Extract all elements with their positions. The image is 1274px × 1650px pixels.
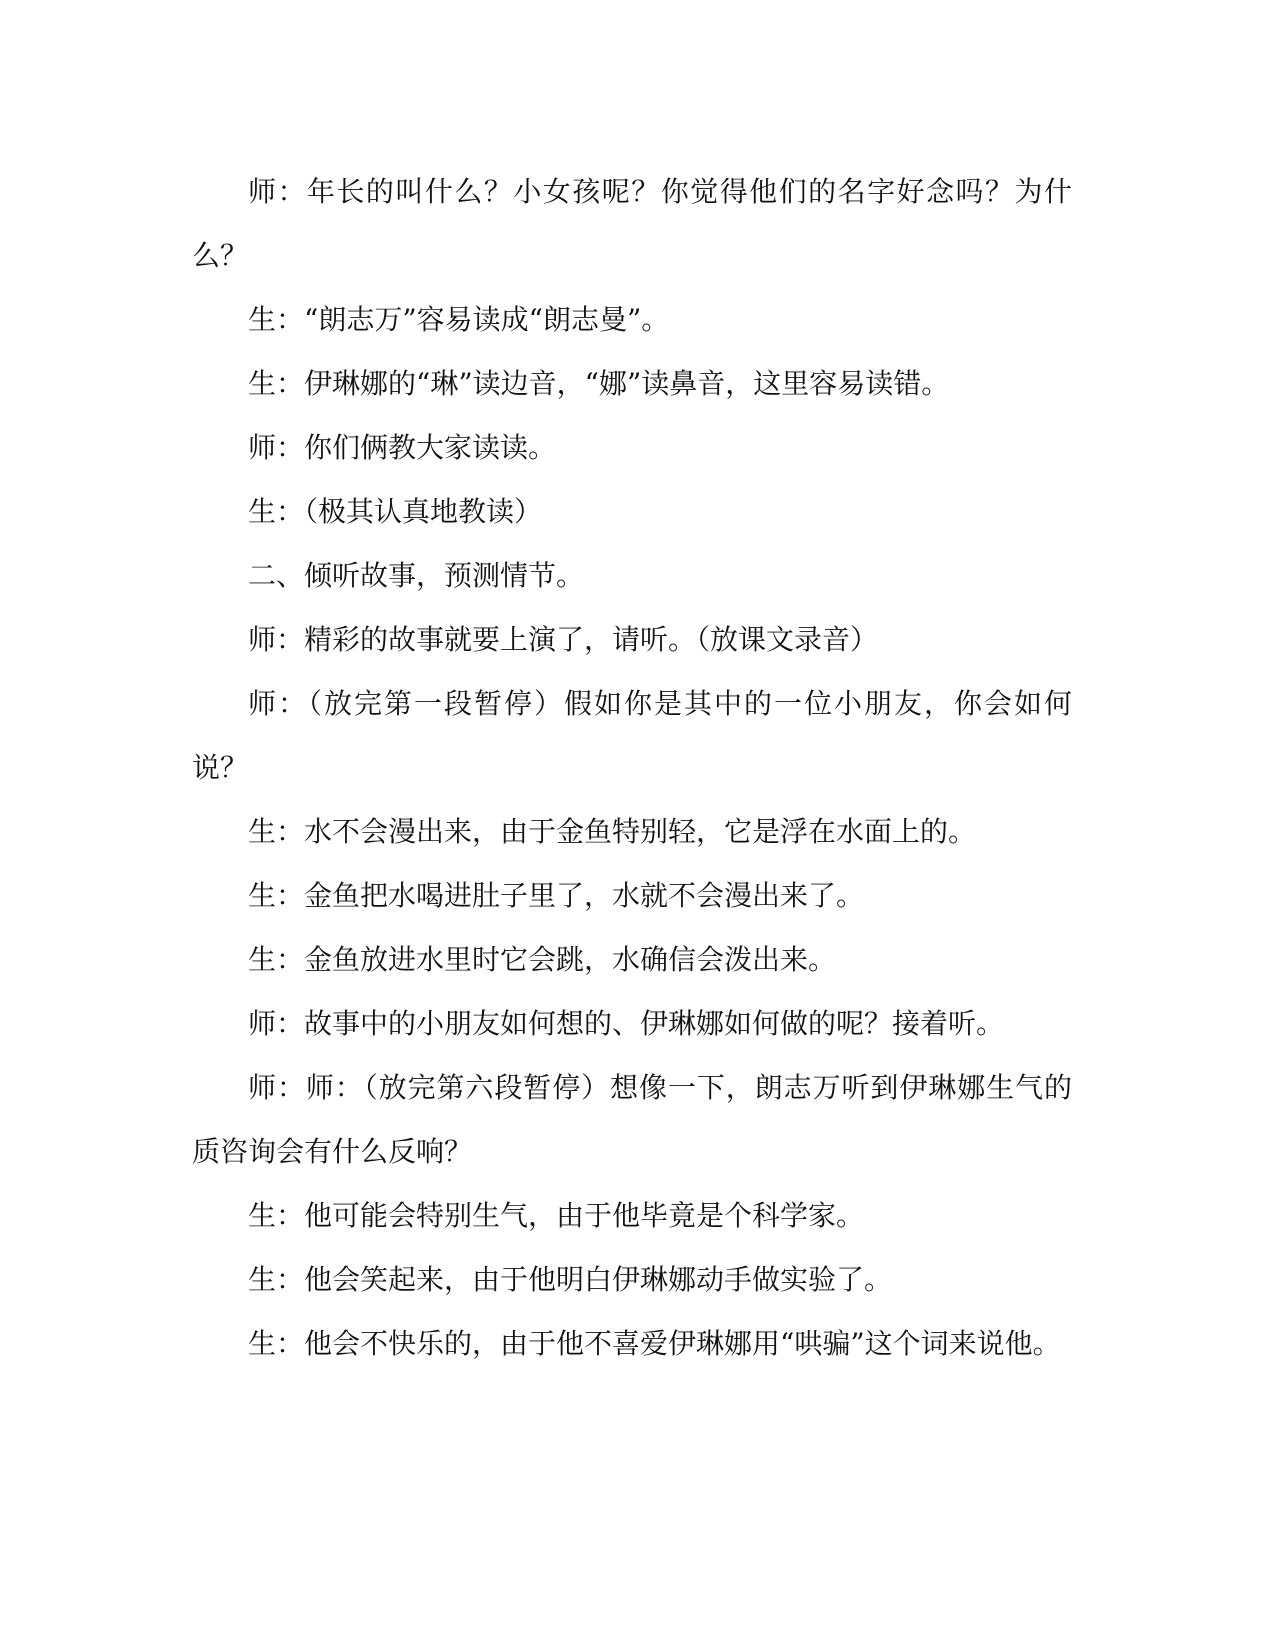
paragraph-teacher-pause-sixth: 师：师：（放完第六段暂停）想像一下，朗志万听到伊琳娜生气的质咨询会有什么反响？ <box>192 1071 1072 1168</box>
paragraph-student-fish-jump: 生：金鱼放进水里时它会跳，水确信会泼出来。 <box>248 943 837 976</box>
paragraph-student-langzhiwan: 生：“朗志万”容易读成“朗志曼”。 <box>248 303 670 336</box>
document-body <box>192 160 1072 1376</box>
paragraph-student-teaching: 生：（极其认真地教读） <box>248 495 543 528</box>
paragraph-teacher-question-names: 师：年长的叫什么？小女孩呢？你觉得他们的名字好念吗？为什么？ <box>192 175 1072 272</box>
paragraph-student-angry: 生：他可能会特别生气，由于他毕竟是个科学家。 <box>248 1199 865 1232</box>
paragraph-student-unhappy: 生：他会不快乐的，由于他不喜爱伊琳娜用“哄骗”这个词来说他。 <box>248 1327 1061 1360</box>
paragraph-student-yilinna: 生：伊琳娜的“琳”读边音，“娜”读鼻音，这里容易读错。 <box>248 367 950 400</box>
section-heading-listen-predict: 二、倾听故事，预测情节。 <box>248 559 585 592</box>
paragraph-teacher-continue: 师：故事中的小朋友如何想的、伊琳娜如何做的呢？接着听。 <box>248 1007 1005 1040</box>
paragraph-student-fish-light: 生：水不会漫出来，由于金鱼特别轻，它是浮在水面上的。 <box>248 815 977 848</box>
paragraph-teacher-pause-first: 师：（放完第一段暂停）假如你是其中的一位小朋友，你会如何说？ <box>192 687 1072 784</box>
paragraph-student-fish-drink: 生：金鱼把水喝进肚子里了，水就不会漫出来了。 <box>248 879 865 912</box>
paragraph-student-laugh: 生：他会笑起来，由于他明白伊琳娜动手做实验了。 <box>248 1263 893 1296</box>
paragraph-teacher-teach-reading: 师：你们俩教大家读读。 <box>248 431 557 464</box>
paragraph-teacher-play-audio: 师：精彩的故事就要上演了，请听。（放课文录音） <box>248 623 879 656</box>
